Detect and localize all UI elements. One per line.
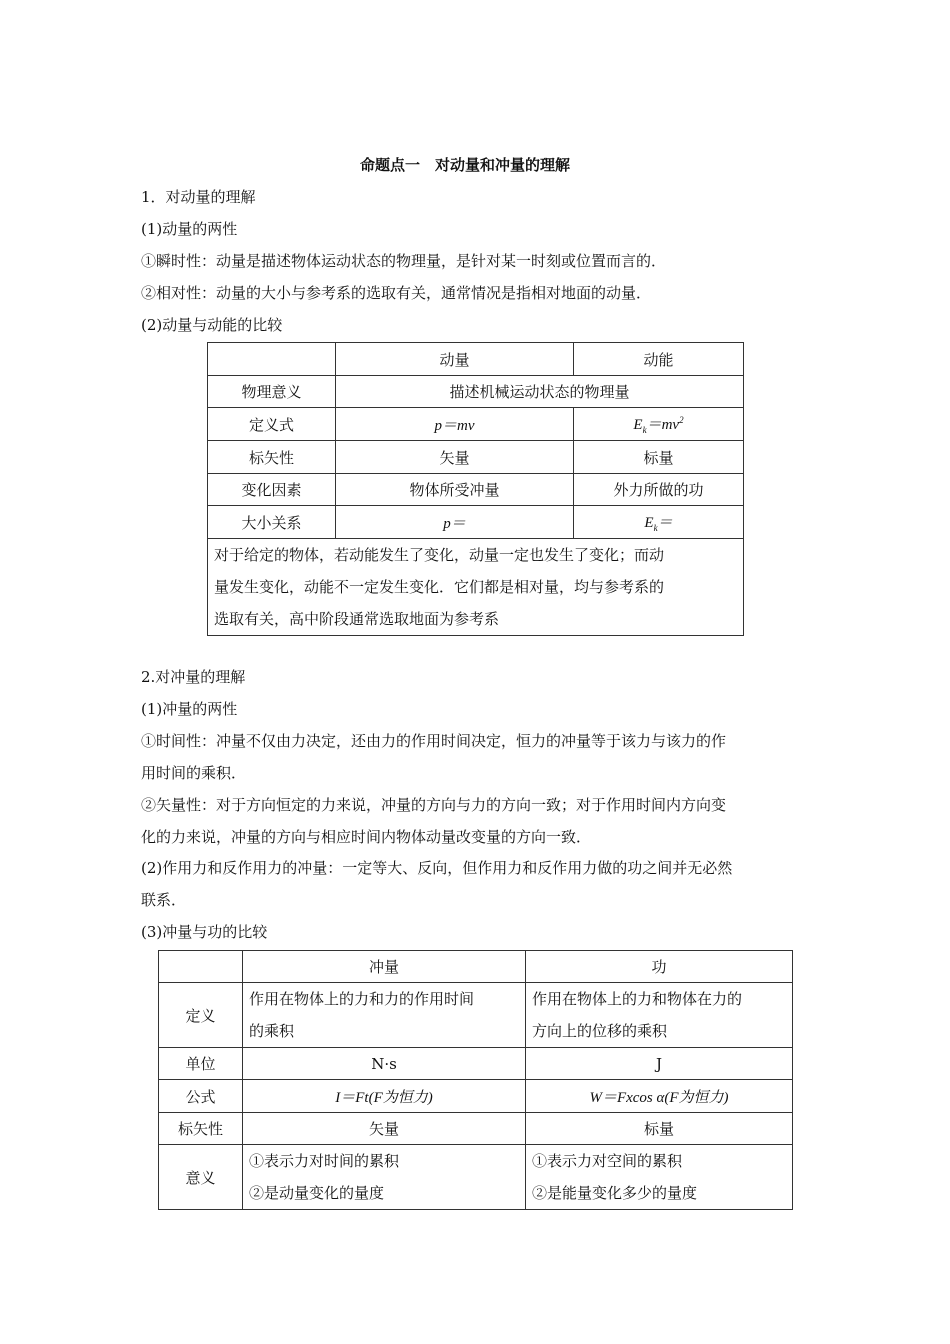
section-1-p1: ①瞬时性：动量是描述物体运动状态的物理量，是针对某一时刻或位置而言的． — [141, 252, 667, 270]
page-title: 命题点一 对动量和冲量的理解 — [360, 156, 571, 174]
table-cell: 描述机械运动状态的物理量 — [336, 376, 744, 408]
section-1-heading: 1．对动量的理解 — [141, 188, 256, 206]
table-cell: 矢量 — [336, 441, 574, 474]
section-2-p2-line1: ②矢量性：对于方向恒定的力来说，冲量的方向与力的方向一致；对于作用时间内方向变 — [141, 796, 727, 814]
cell-line: ②是能量变化多少的量度 — [532, 1184, 698, 1202]
table-row — [208, 506, 744, 539]
table-row — [159, 983, 793, 1048]
table-cell — [159, 951, 243, 983]
table-header-cell: 冲量 — [243, 951, 526, 983]
table-cell: 标量 — [526, 1113, 793, 1145]
note-line: 对于给定的物体，若动能发生了变化，动量一定也发生了变化；而动 — [214, 546, 665, 564]
table-row — [159, 1145, 793, 1210]
row-label: 公式 — [159, 1080, 243, 1113]
formula-superscript: 2 — [679, 415, 684, 425]
table-cell — [526, 1145, 793, 1210]
row-label: 定义式 — [208, 408, 336, 441]
section-2-p2-line2: 化的力来说，冲量的方向与相应时间内物体动量改变量的方向一致． — [141, 828, 592, 846]
formula-subscript: k — [653, 523, 658, 533]
section-2-sub1: (1)冲量的两性 — [141, 700, 238, 718]
cell-line: ①表示力对时间的累积 — [249, 1152, 400, 1170]
formula-subscript: k — [642, 425, 647, 435]
table-row — [159, 1080, 793, 1113]
table-header-cell: 动能 — [574, 343, 744, 376]
table-row — [159, 1048, 793, 1080]
row-label: 大小关系 — [208, 506, 336, 539]
table-cell: J — [526, 1048, 793, 1080]
table-cell: 外力所做的功 — [574, 474, 744, 506]
row-label: 单位 — [159, 1048, 243, 1080]
table-cell: 物体所受冲量 — [336, 474, 574, 506]
table-header-cell: 功 — [526, 951, 793, 983]
table-row — [208, 539, 744, 636]
note-line: 量发生变化，动能不一定发生变化．它们都是相对量，均与参考系的 — [214, 578, 665, 596]
section-2-sub3: (3)冲量与功的比较 — [141, 923, 268, 941]
cell-line: 作用在物体上的力和物体在力的 — [532, 990, 743, 1008]
table-row — [208, 441, 744, 474]
section-2-heading: 2.对冲量的理解 — [141, 668, 246, 686]
section-2-p1-line2: 用时间的乘积． — [141, 764, 247, 782]
note-line: 选取有关，高中阶段通常选取地面为参考系 — [214, 610, 500, 628]
section-2-sub2-line1: (2)作用力和反作用力的冲量：一定等大、反向，但作用力和反作用力做的功之间并无必然 — [141, 859, 733, 877]
table-cell — [208, 343, 336, 376]
row-label: 定义 — [159, 983, 243, 1048]
section-2-p1-line1: ①时间性：冲量不仅由力决定，还由力的作用时间决定，恒力的冲量等于该力与该力的作 — [141, 732, 727, 750]
section-1-sub2: (2)动量与动能的比较 — [141, 316, 283, 334]
cell-line: 方向上的位移的乘积 — [532, 1022, 668, 1040]
table-row — [208, 343, 744, 376]
momentum-relation: p＝ — [336, 506, 574, 539]
row-label: 意义 — [159, 1145, 243, 1210]
table-cell: 标量 — [574, 441, 744, 474]
row-label: 物理意义 — [208, 376, 336, 408]
work-formula: W＝Fxcos α(F为恒力) — [526, 1080, 793, 1113]
table-cell — [243, 983, 526, 1048]
formula-symbol: E — [644, 515, 654, 531]
cell-line: 作用在物体上的力和力的作用时间 — [249, 990, 475, 1008]
formula-rest: ＝ — [657, 515, 673, 531]
cell-line: ①表示力对空间的累积 — [532, 1152, 683, 1170]
table-row — [208, 474, 744, 506]
table-cell: N·s — [243, 1048, 526, 1080]
momentum-formula: p＝mv — [336, 408, 574, 441]
momentum-energy-table — [207, 342, 744, 636]
impulse-work-table — [158, 950, 793, 1210]
table-note — [208, 539, 744, 636]
table-cell — [243, 1145, 526, 1210]
formula-symbol: E — [633, 417, 643, 433]
cell-line: ②是动量变化的量度 — [249, 1184, 385, 1202]
row-label: 变化因素 — [208, 474, 336, 506]
row-label: 标矢性 — [159, 1113, 243, 1145]
table-cell: 矢量 — [243, 1113, 526, 1145]
formula-rest: ＝mv — [646, 417, 680, 433]
impulse-formula: I＝Ft(F为恒力) — [243, 1080, 526, 1113]
energy-formula — [574, 408, 744, 441]
table-header-cell: 动量 — [336, 343, 574, 376]
table-cell — [526, 983, 793, 1048]
section-1-sub1: (1)动量的两性 — [141, 220, 238, 238]
cell-line: 的乘积 — [249, 1022, 295, 1040]
section-2-sub2-line2: 联系． — [141, 891, 187, 909]
table-row — [208, 376, 744, 408]
table-row — [159, 1113, 793, 1145]
section-1-p2: ②相对性：动量的大小与参考系的选取有关，通常情况是指相对地面的动量． — [141, 284, 652, 302]
row-label: 标矢性 — [208, 441, 336, 474]
table-row — [159, 951, 793, 983]
table-row — [208, 408, 744, 441]
energy-relation — [574, 506, 744, 539]
